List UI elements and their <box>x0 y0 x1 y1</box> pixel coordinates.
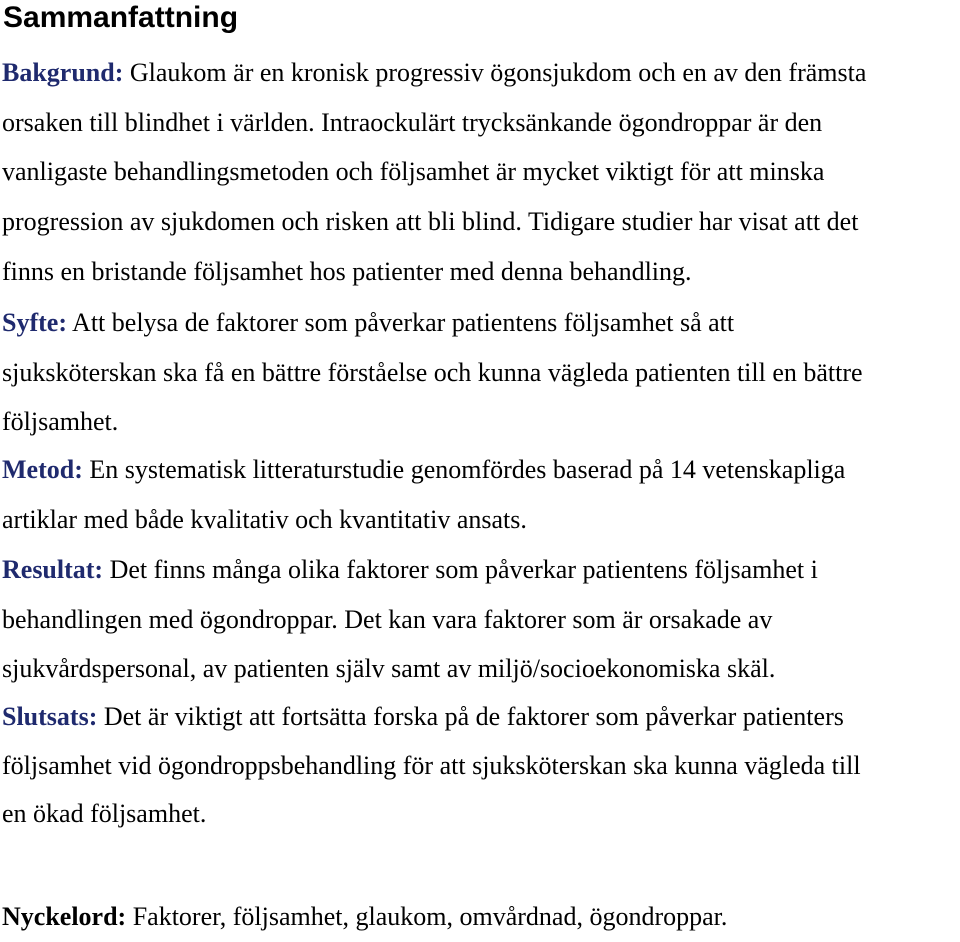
syfte-line-2: sjuksköterskan ska få en bättre förståelse och kunna vägleda patienten till en bättre <box>2 357 863 387</box>
metod-text: En systematisk litteraturstudie genomfördes baserad på 14 vetenskapliga <box>82 455 846 484</box>
metod-line-1 <box>2 445 960 495</box>
resultat-line-2: behandlingen med ögondroppar. Det kan vara faktorer som är orsakade av <box>2 604 773 634</box>
resultat-label: Resultat: <box>2 555 104 584</box>
bakgrund-line-5: finns en bristande följsamhet hos patienter med denna behandling. <box>2 256 692 286</box>
slutsats-line-1 <box>2 693 960 742</box>
resultat-text: Det finns många olika faktorer som påverkar patientens följsamhet i <box>103 555 818 584</box>
section-nyckelord <box>2 892 960 942</box>
bakgrund-line-3: vanligaste behandlingsmetoden och följsamhet är mycket viktigt för att minska <box>2 157 825 187</box>
bakgrund-line-4: progression av sjukdomen och risken att bli blind. Tidigare studier har visat att det <box>2 207 859 237</box>
slutsats-label: Slutsats: <box>2 702 98 731</box>
bakgrund-line-1 <box>2 48 960 98</box>
section-slutsats <box>2 693 960 839</box>
syfte-line-3: följsamhet. <box>2 407 119 437</box>
metod-label: Metod: <box>2 455 83 484</box>
syfte-label: Syfte: <box>2 308 67 337</box>
bakgrund-text: Glaukom är en kronisk progressiv ögonsjukdom och en av den främsta <box>123 58 867 87</box>
section-metod <box>2 445 960 544</box>
nyckelord-label: Nyckelord: <box>2 902 127 931</box>
bakgrund-label: Bakgrund: <box>2 58 124 87</box>
syfte-text: Att belysa de faktorer som påverkar patientens följsamhet så att <box>66 308 735 337</box>
slutsats-line-3: en ökad följsamhet. <box>2 799 207 828</box>
resultat-line-1 <box>2 545 960 595</box>
page-title: Sammanfattning <box>3 1 239 34</box>
nyckelord-line-1 <box>2 892 960 942</box>
syfte-line-1 <box>2 298 960 348</box>
section-bakgrund <box>2 48 960 297</box>
bakgrund-line-2: orsaken till blindhet i världen. Intraockulärt trycksänkande ögondroppar är den <box>2 107 823 137</box>
resultat-line-3: sjukvårdspersonal, av patienten själv samt av miljö/socioekonomiska skäl. <box>2 654 776 684</box>
nyckelord-text: Faktorer, följsamhet, glaukom, omvårdnad, ögondroppar. <box>126 902 728 931</box>
slutsats-line-2: följsamhet vid ögondroppsbehandling för att sjuksköterskan ska kunna vägleda till <box>2 750 861 780</box>
metod-line-2: artiklar med både kvalitativ och kvantitativ ansats. <box>2 504 527 534</box>
slutsats-text: Det är viktigt att fortsätta forska på de faktorer som påverkar patienters <box>97 702 844 731</box>
section-resultat <box>2 545 960 694</box>
section-syfte <box>2 298 960 447</box>
